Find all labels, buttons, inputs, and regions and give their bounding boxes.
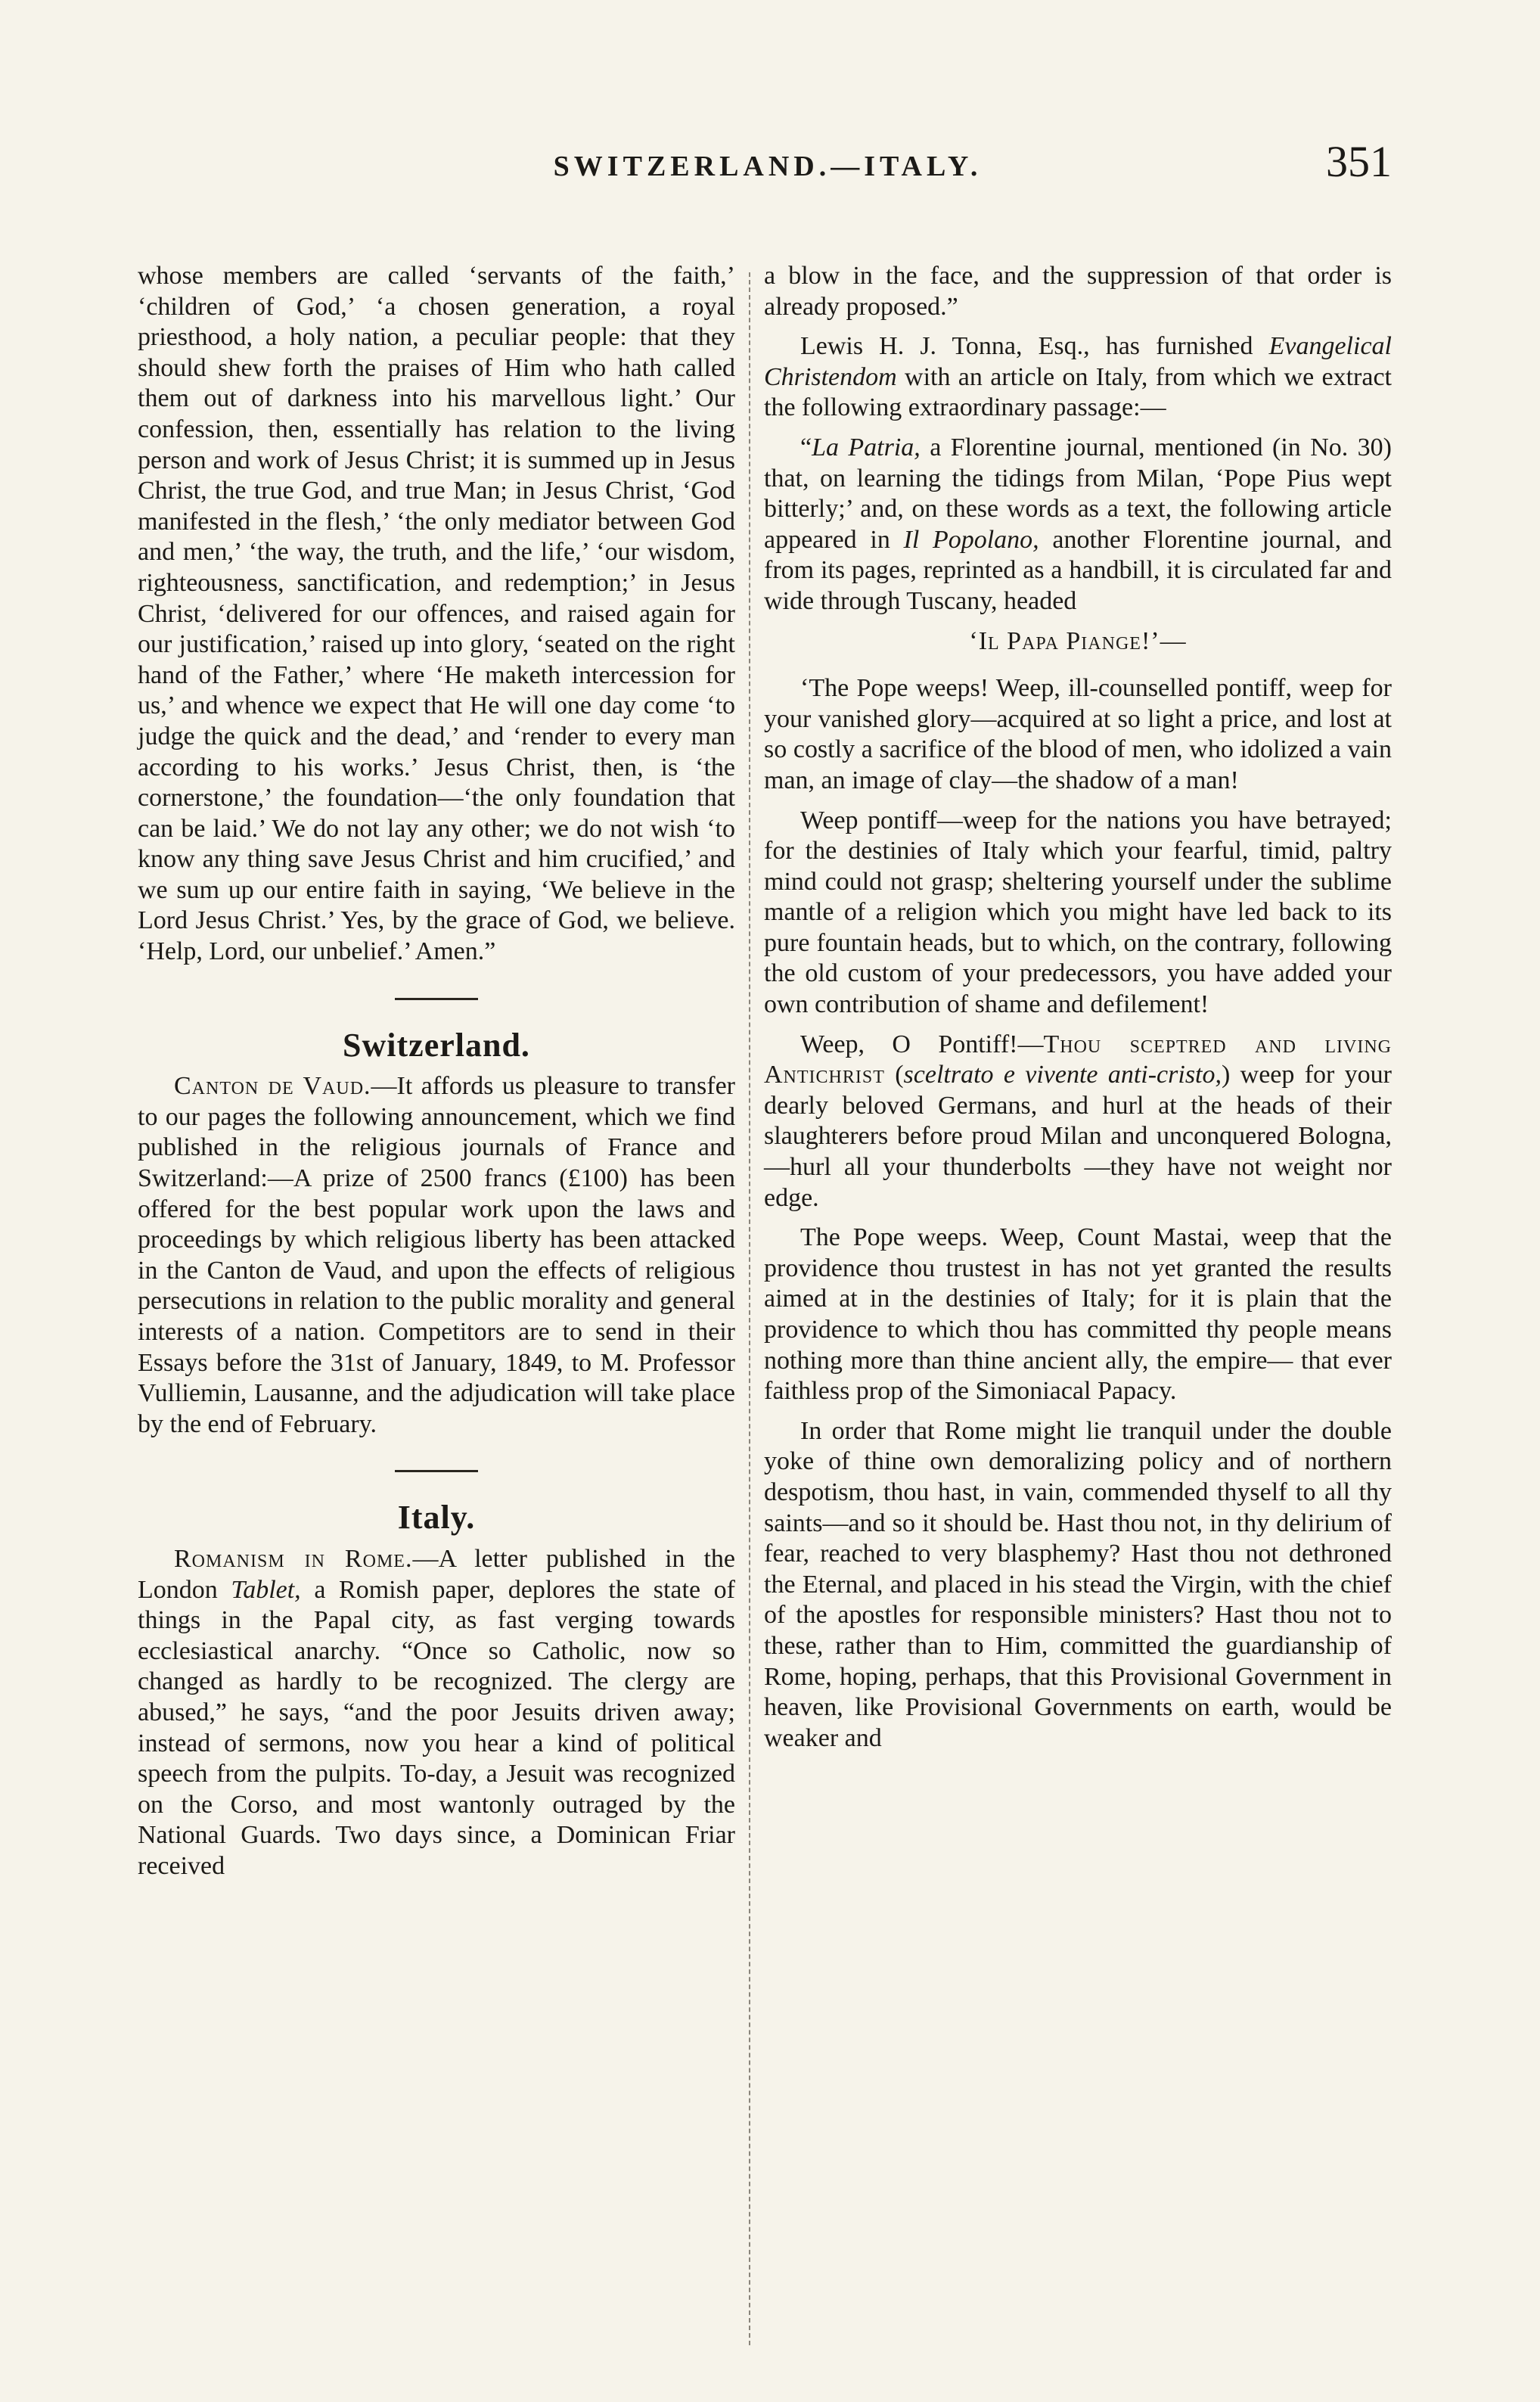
canton-de-vaud-text: —It affords us pleasure to transfer to our pages the following announcement, which we find published in the religious journals of France and Switzerland:—A prize of 2500 francs (£100) has been offered for the best popular work upon the laws and proceedings by which religious liberty has been attacked in the Canton de Vaud, and upon the effects of religious persecutions in relation to the public morality and general interests of a nation. Competitors are to send in their Essays before the 31st of January, 1849, to M. Professor Vulliemin, Lausanne, and the adjudication will take place by the end of February.	[138, 1072, 735, 1438]
section-rule	[395, 998, 478, 1000]
canton-de-vaud-lead: Canton de Vaud.	[174, 1072, 371, 1101]
p6-text-c: ) weep for your dearly beloved Germans, and hurl at the heads of their slaughterers before proud Milan and unconquered Bologna,—hurl all your thunderbolts —they have not weight nor edge.	[764, 1061, 1393, 1212]
column-divider	[749, 272, 750, 2345]
p6-text-b: (	[884, 1061, 904, 1089]
romanism-text-a: —A letter published in the London	[138, 1544, 736, 1604]
heading-switzerland: Switzerland.	[343, 1026, 530, 1064]
page-header	[144, 136, 1392, 204]
tablet-title: Tablet,	[231, 1575, 301, 1604]
right-paragraph-8: In order that Rome might lie tranquil under the double yoke of thine own demoralizing policy and of northern despotism, thou hast, in vain, commended thyself to all thy saints—and so it should be. Hast thou not, in thy delirium of fear, reached to very blasphemy? Hast thou not dethroned the Eternal, and placed in his stead the Virgin, with the chief of the apostles for responsible ministers? Hast thou not to these, rather than to Him, committed the guardianship of Rome, hoping, perhaps, that this Provisional Government in heaven, like Provisional Governments on earth, would be weaker and	[764, 1416, 1392, 1752]
p3-text-c: another Florentine journal, and from its pages, reprinted as a handbill, it is circulated far and wide through Tuscany, headed	[764, 525, 1392, 615]
right-paragraph-7: The Pope weeps. Weep, Count Mastai, weep that the providence thou trustest in has not yet granted the results aimed at in the destinies of Italy; for it is plain that the providence to which thou has committed thy people means nothing more than thine ancient ally, the empire— that ever faithless prop of the Simoniacal Papacy.	[764, 1223, 1392, 1406]
right-paragraph-3	[764, 433, 1392, 617]
right-paragraph-6	[764, 1030, 1392, 1214]
romanism-lead: Romanism in Rome.	[174, 1544, 413, 1573]
left-paragraph-1: whose members are called ‘servants of the faith,’ ‘children of God,’ ‘a chosen generation, a royal priesthood, a holy nation, a peculiar people: that they should shew forth the praises of Him who hath called them out of darkness into his marvellous light.’ Our confession, then, essentially has relation to the living person and work of Jesus Christ; it is summed up in Jesus Christ, the true God, and true Man; in Jesus Christ, ‘God manifested in the flesh,’ ‘the only mediator between God and men,’ ‘the way, the truth, and the life,’ ‘our wisdom, righteousness, sanctification, and redemption;’ in Jesus Christ, ‘delivered for our offences, and raised again for our justification,’ raised up into glory, ‘seated on the right hand of the Father,’ where ‘He maketh intercession for us,’ and whence we expect that He will one day come ‘to judge the quick and the dead,’ and ‘render to every man according to his works.’ Jesus Christ, then, is ‘the cornerstone,’ the foundation—‘the only foundation that can be laid.’ We do not lay any other; we do not wish ‘to know any thing save Jesus Christ and him crucified,’ and we sum up our entire faith in saying, ‘We believe in the Lord Jesus Christ.’ Yes, by the grace of God, we believe. ‘Help, Lord, our unbelief.’ Amen.”	[138, 262, 735, 966]
il-popolano-title: Il Popolano,	[903, 525, 1039, 554]
right-column	[764, 261, 1392, 1763]
evangelical-christendom-title: Evangelical Christendom	[764, 332, 1392, 391]
page-number: 351	[1326, 137, 1392, 186]
right-paragraph-5: Weep pontiff—weep for the nations you have betrayed; for the destinies of Italy which your fearful, timid, paltry mind could not grasp; sheltering yourself under the sublime mantle of a religion which you might have led back to its pure fountain heads, but to which, on the contrary, following the old custom of your predecessors, you have added your own contribution of shame and defilement!	[764, 806, 1392, 1019]
romanism-in-rome-paragraph	[138, 1544, 735, 1882]
romanism-text-b: a Romish paper, deplores the state of things in the Papal city, as fast verging towards ecclesiastical anarchy. “Once so Catholic, now so changed as hardly to be recognized. The clergy are abused,” he says, “and the poor Jesuits driven away; instead of sermons, now you hear a kind of political speech from the pulpits. To-day, a Jesuit was recognized on the Corso, and most wantonly outraged by the National Guards. Two days since, a Dominican Friar received	[138, 1575, 735, 1880]
canton-de-vaud-paragraph	[138, 1071, 735, 1440]
p2-text-a: Lewis H. J. Tonna, Esq., has furnished	[800, 332, 1269, 361]
p6-text-a: Weep, O Pontiff!—	[800, 1030, 1044, 1058]
left-column	[138, 261, 735, 1891]
antichrist-phrase: Thou sceptred and living Antichrist	[764, 1030, 1392, 1089]
right-paragraph-1: a blow in the face, and the suppression of that order is already proposed.”	[764, 262, 1392, 321]
p3-text-a: “	[800, 433, 812, 461]
italian-phrase: sceltrato e vivente anti-cristo,	[903, 1061, 1222, 1089]
p2-text-b: with an article on Italy, from which we extract the following extraordinary passage:—	[764, 362, 1392, 422]
right-paragraph-2	[764, 331, 1392, 424]
headed-title: ‘Il Papa Piange!’—	[969, 626, 1187, 655]
section-rule	[395, 1470, 478, 1472]
p3-text-b: a Florentine journal, mentioned (in No. 30) that, on learning the tidings from Milan, ‘Pope Pius wept bitterly;’ and, on these words as a text, the following article appeared in	[764, 433, 1392, 554]
right-paragraph-4: ‘The Pope weeps! Weep, ill-counselled pontiff, weep for your vanished glory—acquired at so light a price, and lost at so costly a sacrifice of the blood of men, who idolized a vain man, an image of clay—the shadow of a man!	[764, 674, 1392, 794]
running-head: SWITZERLAND.—ITALY.	[553, 151, 983, 182]
la-patria-title: La Patria,	[812, 433, 921, 461]
heading-italy: Italy.	[397, 1499, 476, 1537]
